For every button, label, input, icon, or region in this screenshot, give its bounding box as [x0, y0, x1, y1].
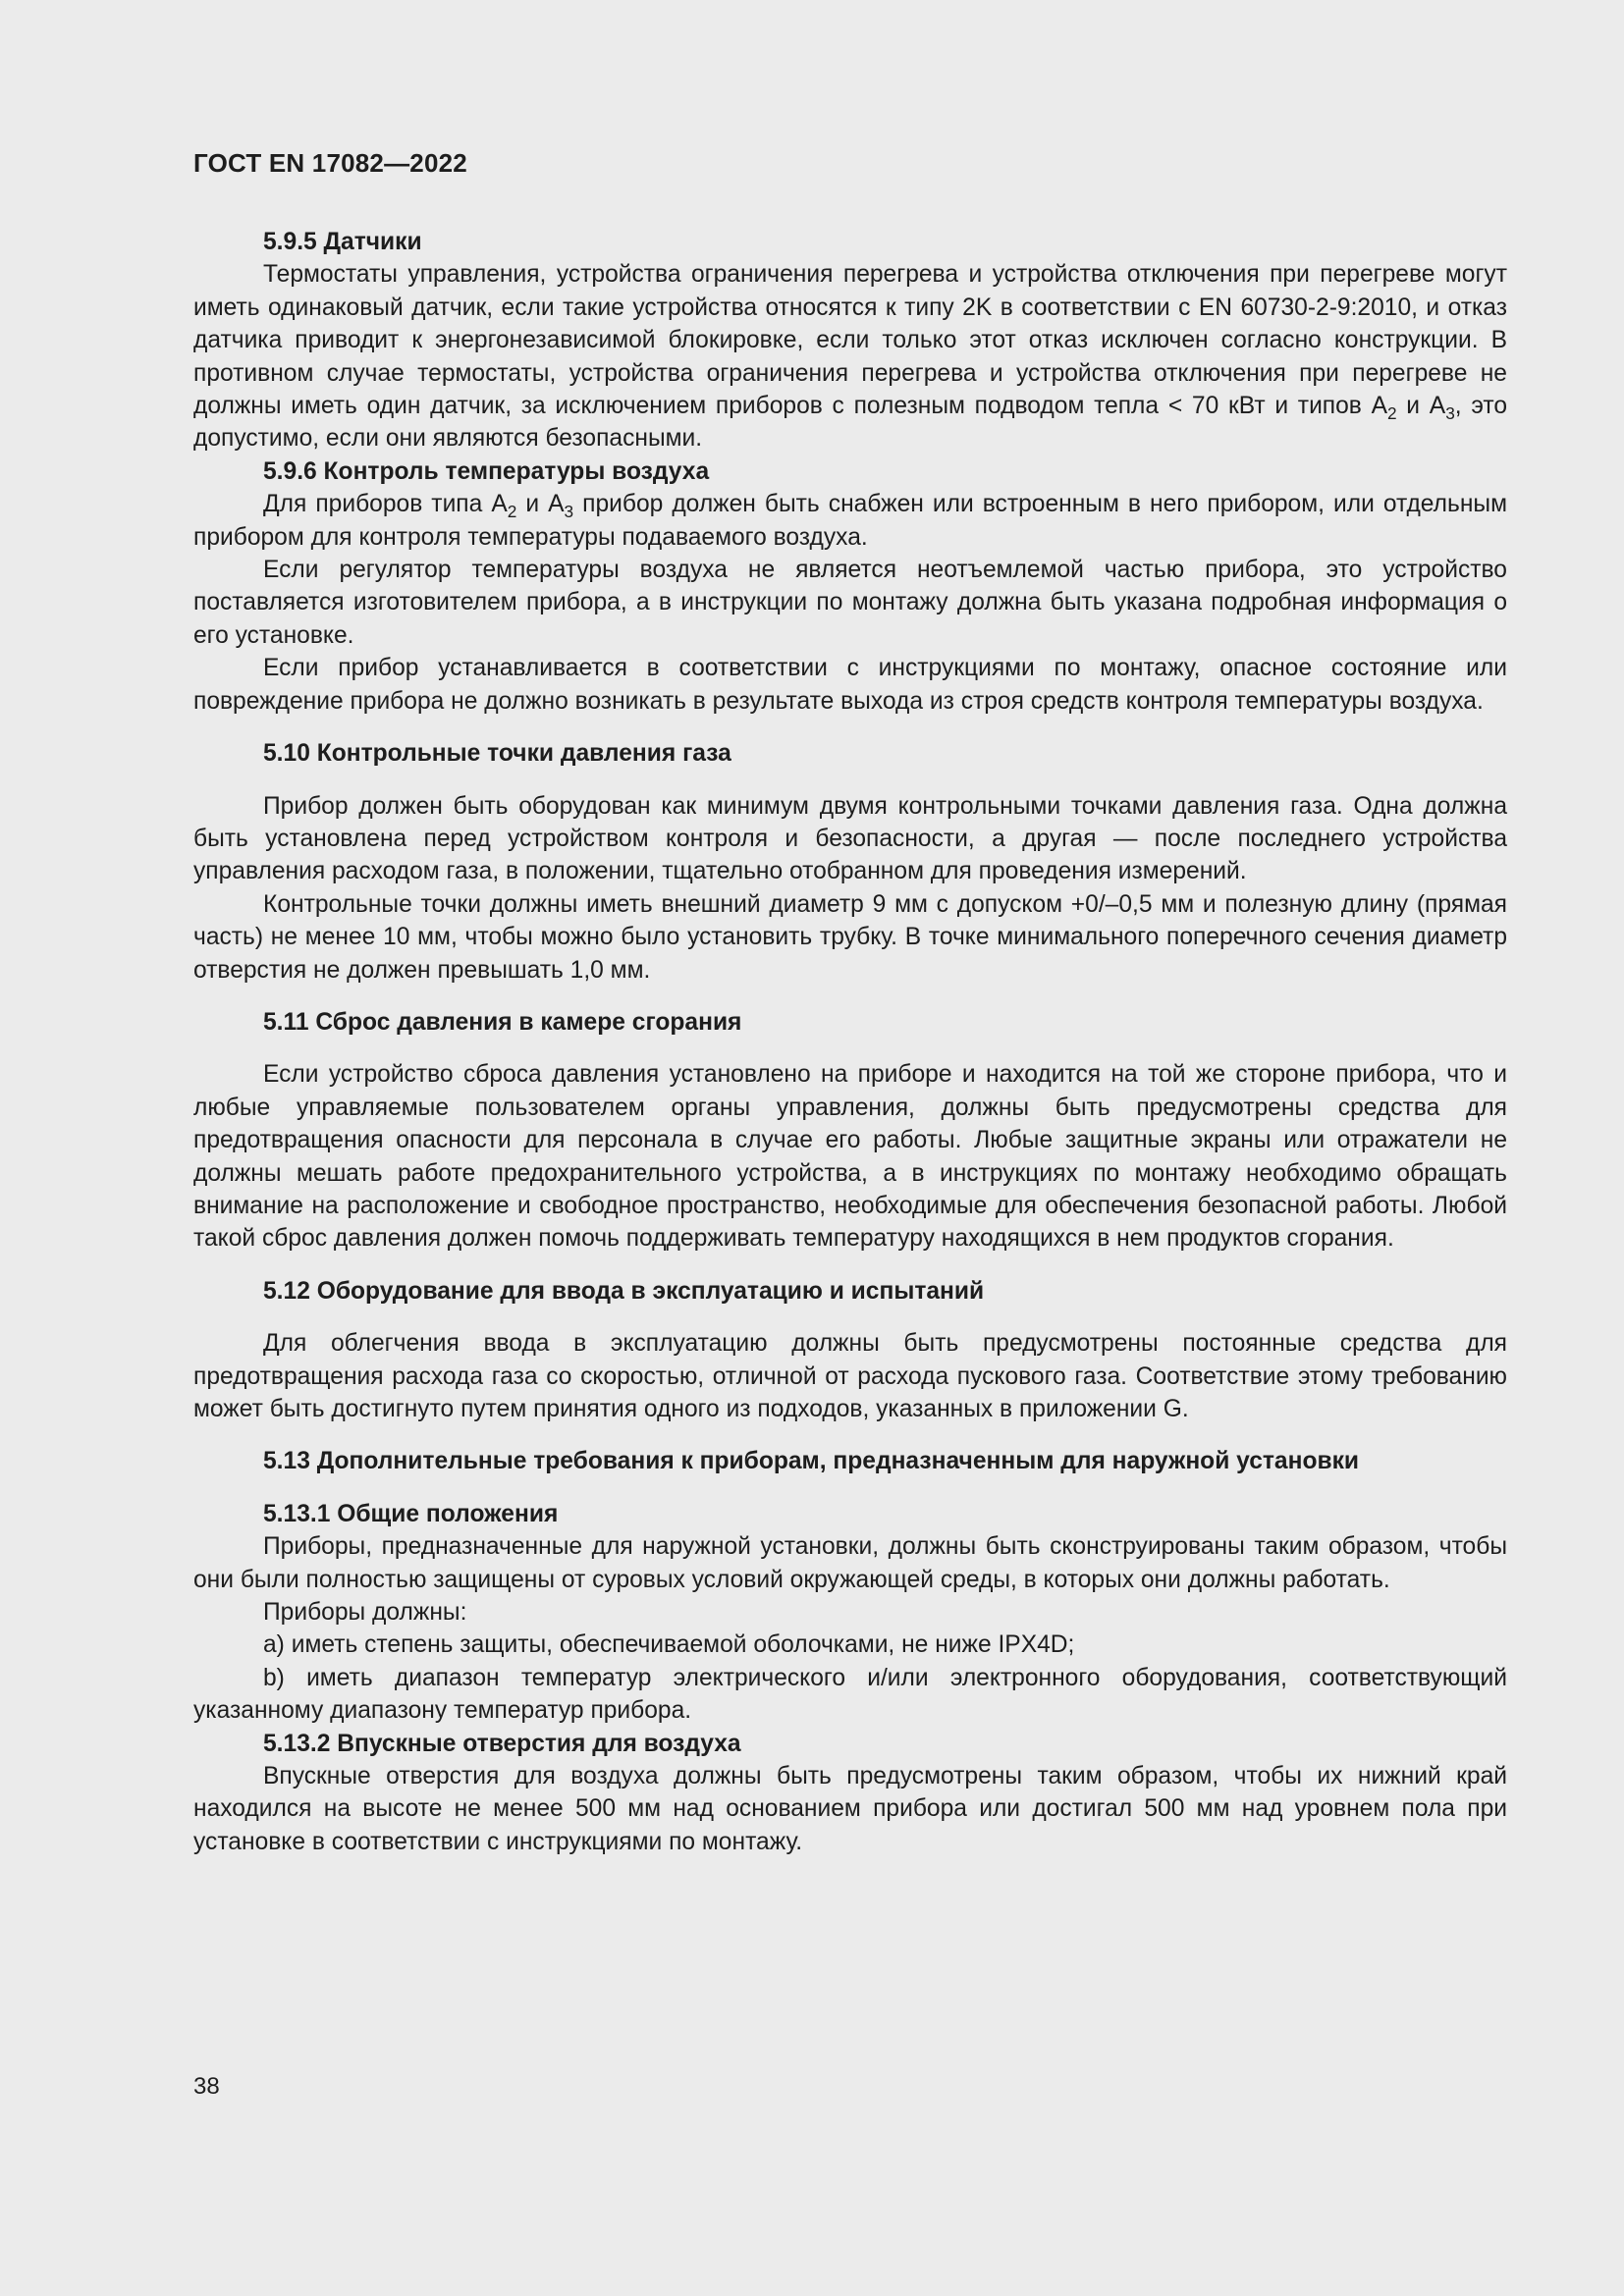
section-5-13-title: 5.13 Дополнительные требования к приборам, предназначенным для наружной установки [263, 1448, 1360, 1475]
document-body [193, 226, 1507, 1858]
section-5-13-2-paragraph-1: Впускные отверстия для воздуха должны быть предусмотрены таким образом, чтобы их нижний край находился на высоте не менее 500 мм над основанием прибора или достигал 500 мм над уровнем пола при установке в соответствии с инструкциями по монтажу. [193, 1763, 1507, 1855]
section-5-10-paragraph-1: Прибор должен быть оборудован как минимум двумя контрольными точками давления газа. Одна должна быть установлена перед устройством контроля и безопасности, а другая — после последнего устройства управления расходом газа, в положении, тщательно отобранном для проведения измерений. [193, 792, 1507, 885]
subscript: 2 [507, 502, 517, 522]
section-5-10-paragraph-2: Контрольные точки должны иметь внешний диаметр 9 мм с допуском +0/–0,5 мм и полезную длину (прямая часть) не менее 10 мм, чтобы можно было установить трубку. В точке минимального поперечного сечения диаметр отверстия не должен превышать 1,0 мм. [193, 890, 1507, 984]
text-run: и A [516, 491, 565, 518]
section-5-11-paragraph-1: Если устройство сброса давления установлено на приборе и находится на той же стороне прибора, что и любые управляемые пользователем органы управления, должны быть предусмотрены средства для предотвращения опасности для персонала в случае его работы. Любые защитные экраны или отражатели не должны мешать работе предохранительного устройства, а в инструкциях по монтажу необходимо обращать внимание на расположение и свободное пространство, необходимые для обеспечения безопасной работы. Любой такой сброс давления должен помочь поддерживать температуру находящихся в нем продуктов сгорания. [193, 1061, 1507, 1253]
section-5-9-6-title: 5.9.6 Контроль температуры воздуха [263, 457, 710, 485]
page-number: 38 [193, 2073, 220, 2100]
text-run: и A [1396, 393, 1446, 420]
section-5-13-1-paragraph-1: Приборы, предназначенные для наружной установки, должны быть сконструированы таким образом, чтобы они были полностью защищены от суровых условий окружающей среды, в которых они должны работать. [193, 1533, 1507, 1593]
text-run: Для приборов типа A [263, 491, 508, 518]
section-5-9-5-title: 5.9.5 Датчики [263, 229, 422, 255]
document-code-header: ГОСТ EN 17082—2022 [193, 148, 467, 178]
section-5-9-5-paragraph-1 [193, 258, 1507, 454]
section-5-11-title: 5.11 Сброс давления в камере сгорания [263, 1008, 742, 1036]
section-5-9-6-paragraph-3: Если прибор устанавливается в соответствии с инструкциями по монтажу, опасное состояние или повреждение прибора не должно возникать в результате выхода из строя средств контроля температуры воздуха. [193, 655, 1507, 715]
subscript: 3 [564, 502, 574, 522]
section-5-12-paragraph-1: Для облегчения ввода в эксплуатацию должны быть предусмотрены постоянные средства для предотвращения расхода газа со скоростью, отличной от расхода пускового газа. Соответствие этому требованию может быть достигнуто путем принятия одного из подходов, указанных в приложении G. [193, 1330, 1507, 1422]
text-run: , это допустимо, если они являются безопасными. [193, 393, 1508, 453]
section-5-10-title: 5.10 Контрольные точки давления газа [263, 740, 731, 768]
subscript: 2 [1387, 403, 1397, 424]
text-run: прибор должен быть снабжен или встроенным в него прибором, или отдельным прибором для контроля температуры подаваемого воздуха. [193, 491, 1507, 551]
section-5-12-title: 5.12 Оборудование для ввода в эксплуатацию и испытаний [263, 1277, 985, 1305]
section-5-9-6-paragraph-1 [193, 488, 1507, 554]
subscript: 3 [1445, 403, 1455, 424]
list-item-a: a) иметь степень защиты, обеспечиваемой оболочками, не ниже IPX4D; [263, 1631, 1075, 1659]
section-5-13-1-paragraph-2: Приборы должны: [263, 1599, 467, 1627]
list-item-b: b) иметь диапазон температур электрического и/или электронного оборудования, соответствующий указанному диапазону температур прибора. [193, 1664, 1507, 1725]
document-page [193, 0, 1507, 2296]
section-5-13-2-title: 5.13.2 Впускные отверстия для воздуха [263, 1730, 741, 1757]
section-5-9-6-paragraph-2: Если регулятор температуры воздуха не является неотъемлемой частью прибора, это устройство поставляется изготовителем прибора, а в инструкции по монтажу должна быть указана подробная информация о его установке. [193, 557, 1507, 649]
section-5-13-1-title: 5.13.1 Общие положения [263, 1500, 559, 1527]
text-run: Термостаты управления, устройства ограничения перегрева и устройства отключения при перегреве могут иметь одинаковый датчик, если такие устройства относятся к типу 2K в соответствии с EN 60730-2-9:2010, и отказ датчика приводит к энергонезависимой блокировке, если только этот отказ исключен согласно конструкции. В противном случае термостаты, устройства ограничения перегрева и устройства отключения при перегреве не должны иметь один датчик, за исключением приборов с полезным подводом тепла < 70 кВт и типов A [193, 261, 1507, 420]
